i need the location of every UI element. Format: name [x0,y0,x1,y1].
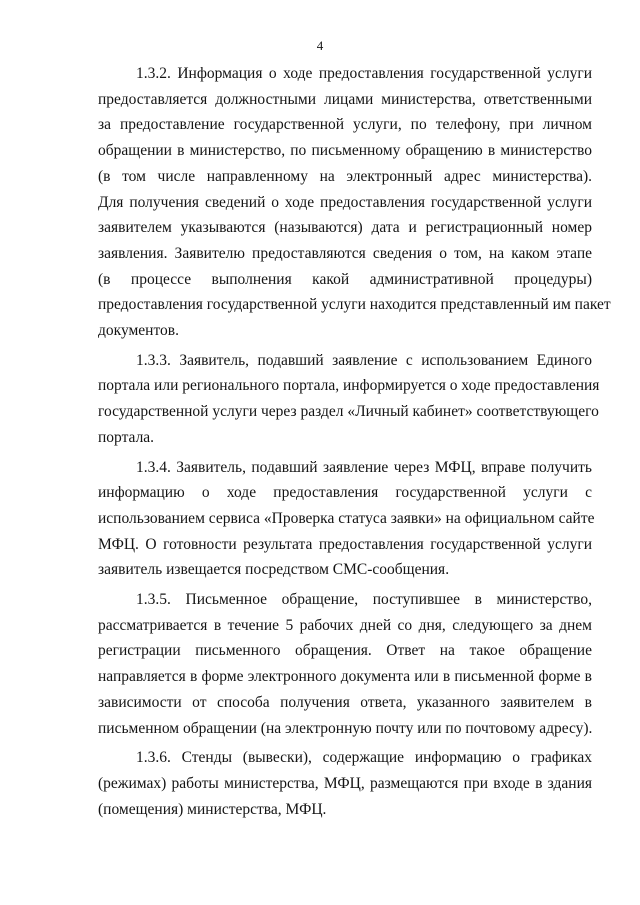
text-line: 1.3.3. Заявитель, подавший заявление с использованием Единого [136,351,592,369]
text-line: обращении в министерство, по письменному обращению в министерство [98,142,592,160]
paragraph-1-3-6 [98,745,592,822]
paragraph-1-3-4 [98,455,595,584]
paragraph-1-3-5 [98,587,592,741]
text-line: (режимах) работы министерства, МФЦ, размещаются при входе в здания [98,774,592,792]
document-body [98,61,611,826]
text-line: (в том числе направленному на электронный адрес министерства). [98,167,592,185]
text-line: направляется в форме электронного документа или в письменной форме в [98,668,592,686]
text-line: портала. [98,428,155,446]
text-line: заявления. Заявителю предоставляются сведения о том, на каком этапе [98,244,592,262]
page-number: 4 [316,38,324,53]
text-line: рассматривается в течение 5 рабочих дней со дня, следующего за днем [98,616,592,634]
text-line: 1.3.2. Информация о ходе предоставления государственной услуги [136,65,592,82]
text-line: предоставления государственной услуги находится представленный им пакет [98,296,611,314]
text-line: зависимости от способа получения ответа, указанного заявителем в [98,693,592,711]
text-line: предоставляется должностными лицами министерства, ответственными [98,90,592,108]
text-line: использованием сервиса «Проверка статуса заявки» на официальном сайте [98,509,595,527]
text-line: портала или регионального портала, информируется о ходе предоставления [98,377,600,395]
text-line: государственной услуги через раздел «Личный кабинет» соответствующего [98,403,599,421]
text-line: 1.3.4. Заявитель, подавший заявление через МФЦ, вправе получить [136,458,592,476]
text-line: (в процессе выполнения какой административной процедуры) [98,270,592,288]
text-line: документов. [98,322,179,340]
text-line: МФЦ. О готовности результата предоставления государственной услуги [98,535,592,553]
text-line: 1.3.6. Стенды (вывески), содержащие информацию о графиках [136,749,592,767]
text-line: регистрации письменного обращения. Ответ на такое обращение [98,642,592,660]
text-line: (помещения) министерства, МФЦ. [98,800,327,818]
text-line: 1.3.5. Письменное обращение, поступившее в министерство, [136,591,592,609]
text-line: Для получения сведений о ходе предоставления государственной услуги [98,193,592,211]
text-line: за предоставление государственной услуги, по телефону, при личном [98,116,592,134]
text-line: информацию о ходе предоставления государственной услуги с [98,484,592,502]
paragraph-1-3-2 [98,61,611,344]
text-line: заявителем указываются (называются) дата и регистрационный номер [98,219,592,237]
text-line: письменном обращении (на электронную почту или по почтовому адресу). [98,719,593,737]
text-line: заявитель извещается посредством СМС-сообщения. [98,561,450,579]
paragraph-1-3-3 [98,348,600,451]
